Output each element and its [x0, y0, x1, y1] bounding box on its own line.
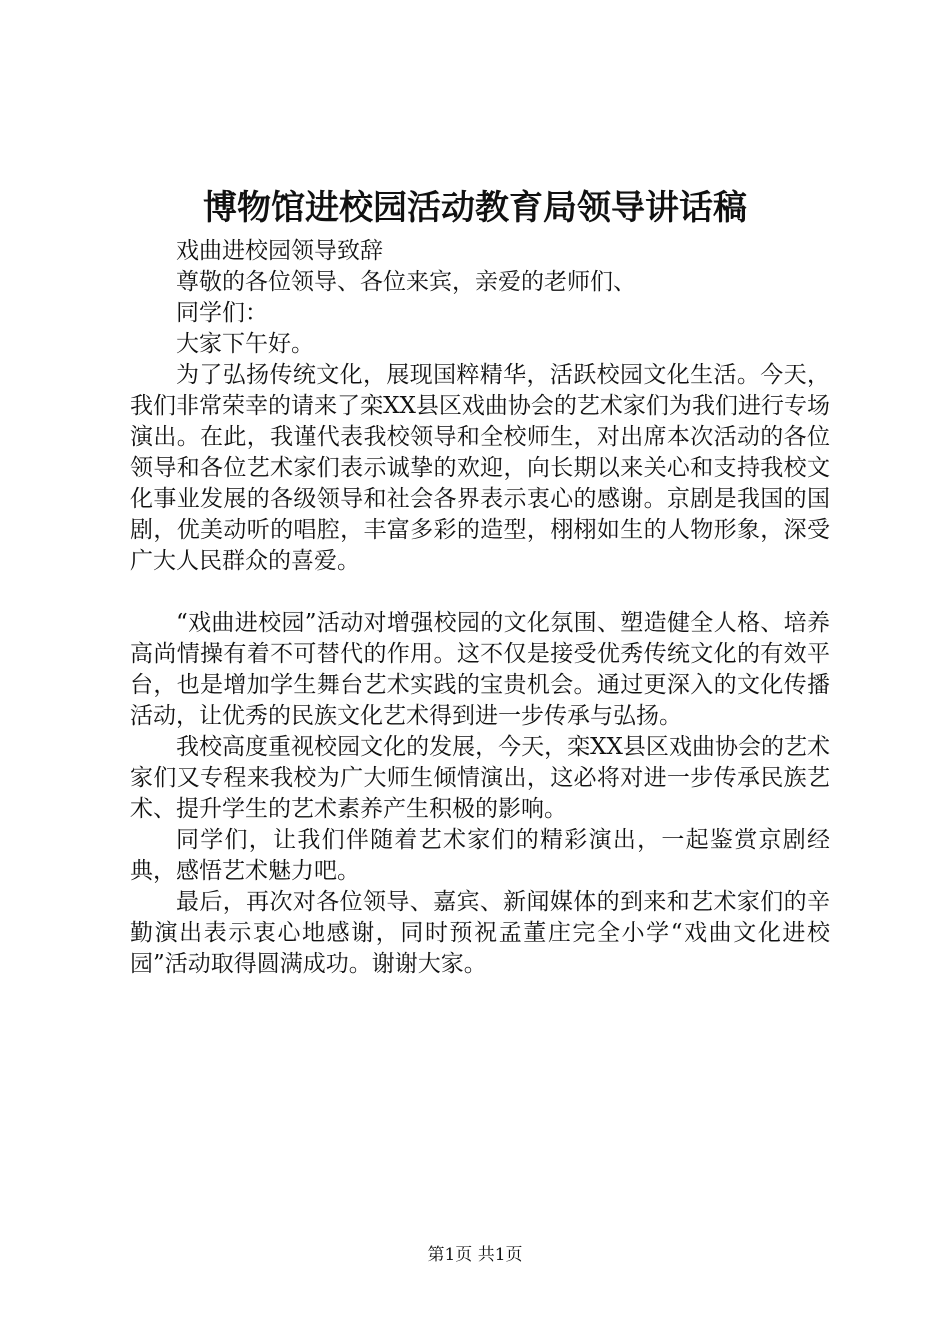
page-footer: 第1页 共1页: [427, 1245, 523, 1265]
document-body: [130, 236, 830, 980]
paragraph-body-1: 为了弘扬传统文化，展现国粹精华，活跃校园文化生活。今天，我们非常荣幸的请来了栾XX县区戏曲协会的艺术家们为我们进行专场演出。在此，我谨代表我校领导和全校师生，对出席本次活动的各位领导和各位艺术家们表示诚挚的欢迎，向长期以来关心和支持我校文化事业发展的各级领导和社会各界表示衷心的感谢。京剧是我国的国剧，优美动听的唱腔，丰富多彩的造型，栩栩如生的人物形象，深受广大人民群众的喜爱。: [130, 362, 830, 574]
paragraph-spacer: [130, 577, 830, 608]
paragraph-closing: 最后，再次对各位领导、嘉宾、新闻媒体的到来和艺术家们的辛勤演出表示衷心地感谢，同时预祝孟董庄完全小学“戏曲文化进校园”活动取得圆满成功。谢谢大家。: [130, 889, 830, 977]
paragraph-salutation: 尊敬的各位领导、各位来宾，亲爱的老师们、: [176, 269, 636, 295]
paragraph-salutation-cont: 同学们：: [176, 300, 268, 326]
paragraph-body-4: 同学们，让我们伴随着艺术家们的精彩演出，一起鉴赏京剧经典，感悟艺术魅力吧。: [130, 827, 830, 884]
paragraph-heading: 戏曲进校园领导致辞: [176, 238, 383, 264]
paragraph-body-2: “戏曲进校园”活动对增强校园的文化氛围、塑造健全人格、培养高尚情操有着不可替代的作用。这不仅是接受优秀传统文化的有效平台，也是增加学生舞台艺术实践的宝贵机会。通过更深入的文化传播活动，让优秀的民族文化艺术得到进一步传承与弘扬。: [130, 610, 830, 729]
paragraph-greeting: 大家下午好。: [176, 331, 314, 357]
document-title: 博物馆进校园活动教育局领导讲话稿: [203, 188, 747, 228]
paragraph-body-3: 我校高度重视校园文化的发展，今天，栾XX县区戏曲协会的艺术家们又专程来我校为广大师生倾情演出，这必将对进一步传承民族艺术、提升学生的艺术素养产生积极的影响。: [130, 734, 830, 822]
